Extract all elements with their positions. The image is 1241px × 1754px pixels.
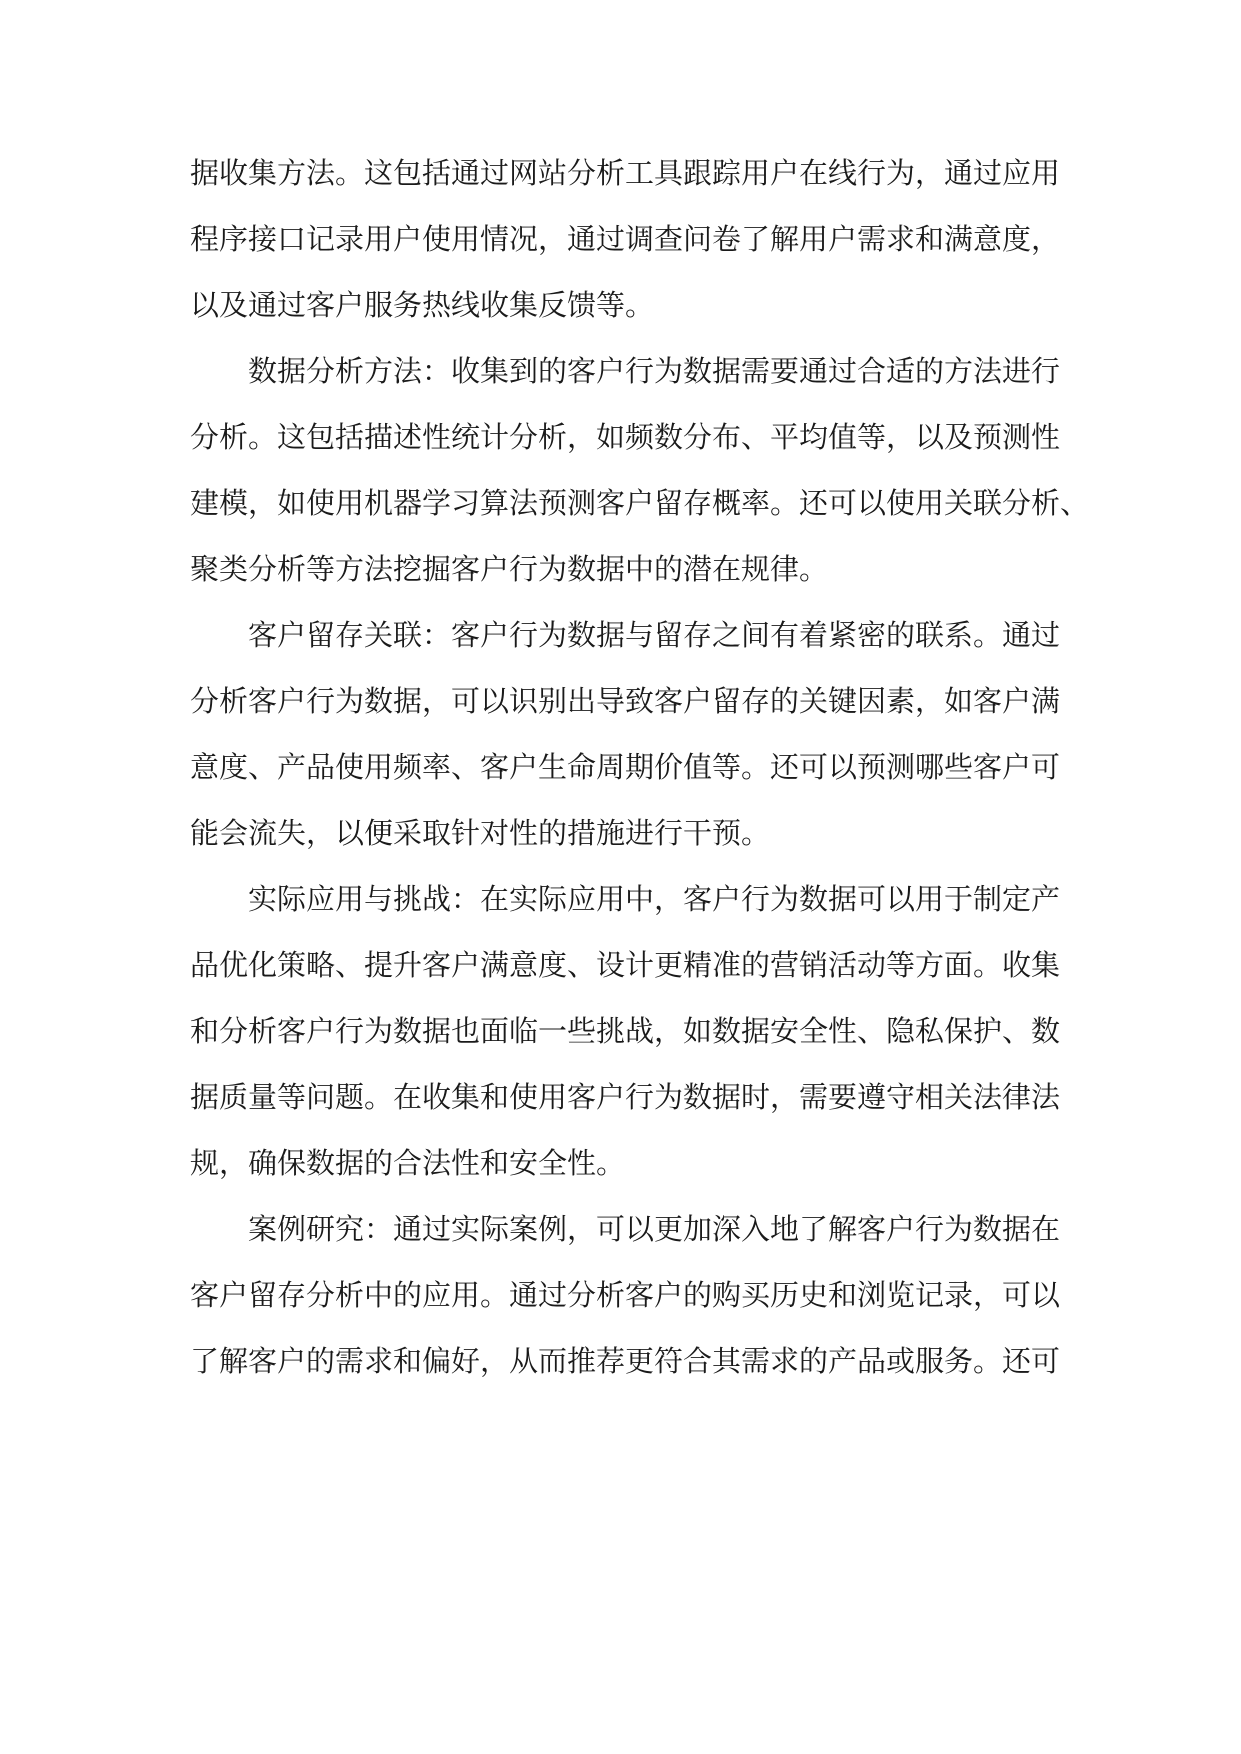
text-line: 分析客户行为数据，可以识别出导致客户留存的关键因素，如客户满 xyxy=(190,684,1061,718)
paragraph-start-line: 实际应用与挑战：在实际应用中，客户行为数据可以用于制定产 xyxy=(248,882,1061,916)
text-line: 据质量等问题。在收集和使用客户行为数据时，需要遵守相关法律法 xyxy=(190,1080,1061,1114)
text-line: 能会流失，以便采取针对性的措施进行干预。 xyxy=(190,816,771,850)
text-line: 聚类分析等方法挖掘客户行为数据中的潜在规律。 xyxy=(190,552,829,586)
text-line: 建模，如使用机器学习算法预测客户留存概率。还可以使用关联分析、 xyxy=(190,486,1090,520)
document-body xyxy=(190,140,1090,1394)
text-line: 程序接口记录用户使用情况，通过调查问卷了解用户需求和满意度， xyxy=(190,222,1061,256)
text-line: 和分析客户行为数据也面临一些挑战，如数据安全性、隐私保护、数 xyxy=(190,1014,1061,1048)
paragraph-start-line: 数据分析方法：收集到的客户行为数据需要通过合适的方法进行 xyxy=(248,354,1061,388)
text-line: 规，确保数据的合法性和安全性。 xyxy=(190,1146,626,1180)
text-line: 意度、产品使用频率、客户生命周期价值等。还可以预测哪些客户可 xyxy=(190,750,1061,784)
text-line: 据收集方法。这包括通过网站分析工具跟踪用户在线行为，通过应用 xyxy=(190,156,1061,190)
paragraph-start-line: 案例研究：通过实际案例，可以更加深入地了解客户行为数据在 xyxy=(248,1212,1061,1246)
text-line: 了解客户的需求和偏好，从而推荐更符合其需求的产品或服务。还可 xyxy=(190,1344,1061,1378)
paragraph-start-line: 客户留存关联：客户行为数据与留存之间有着紧密的联系。通过 xyxy=(248,618,1061,652)
text-line: 品优化策略、提升客户满意度、设计更精准的营销活动等方面。收集 xyxy=(190,948,1061,982)
text-line: 以及通过客户服务热线收集反馈等。 xyxy=(190,288,655,322)
text-line: 客户留存分析中的应用。通过分析客户的购买历史和浏览记录，可以 xyxy=(190,1278,1061,1312)
text-line: 分析。这包括描述性统计分析，如频数分布、平均值等，以及预测性 xyxy=(190,420,1061,454)
